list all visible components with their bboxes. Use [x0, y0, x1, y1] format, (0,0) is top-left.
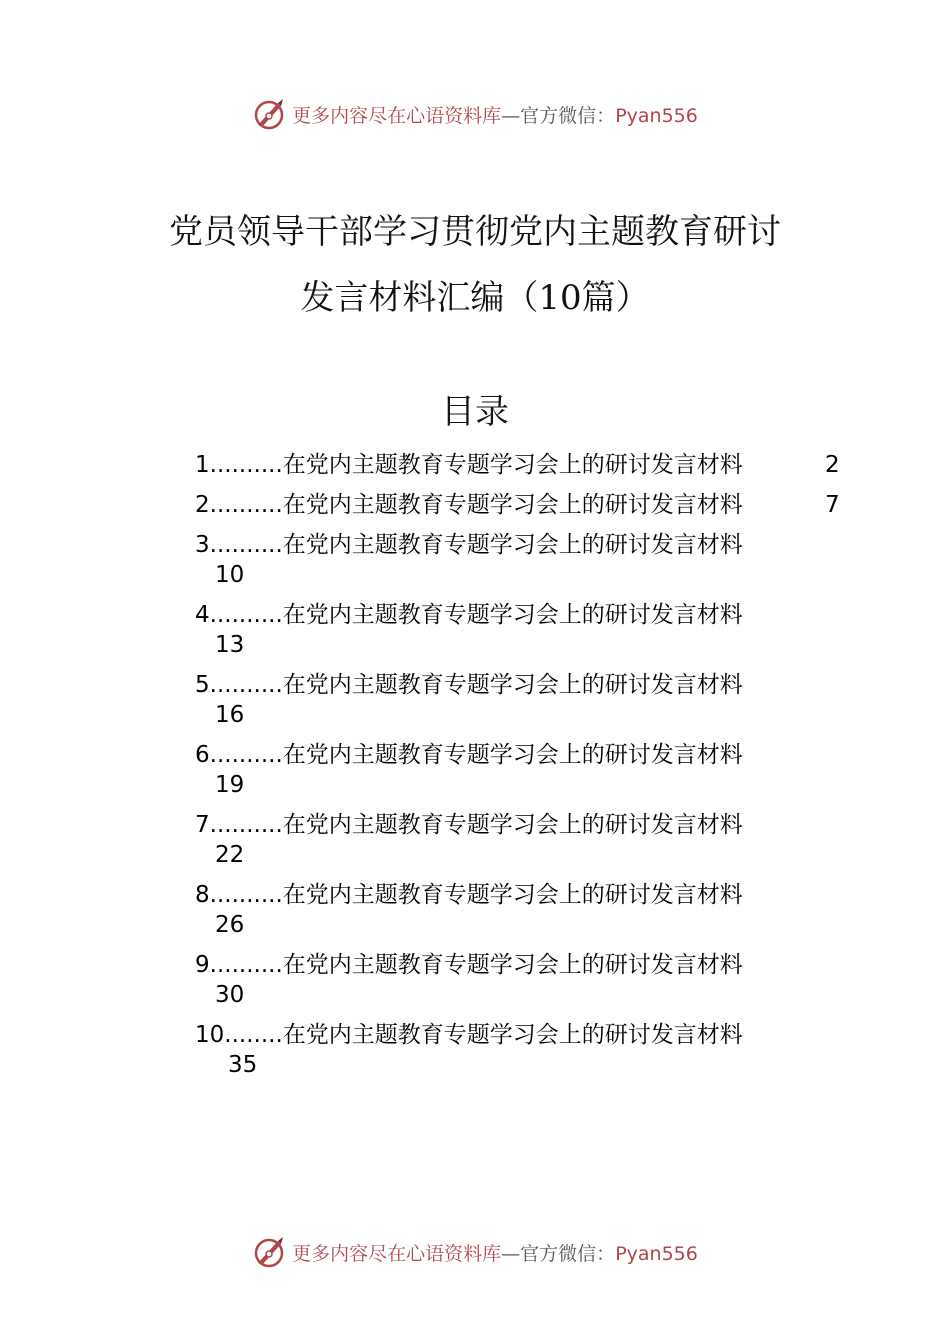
- toc-entry-title: 在党内主题教育专题学习会上的研讨发言材料: [282, 882, 743, 908]
- toc-entry-number: 2: [195, 492, 210, 518]
- toc-entry-page: 22: [215, 842, 245, 868]
- toc-entry-title: 在党内主题教育专题学习会上的研讨发言材料: [282, 812, 743, 838]
- toc-entry[interactable]: [195, 670, 855, 740]
- banner-account: Pyan556: [615, 1242, 698, 1265]
- toc-entry-leader: ..........: [209, 812, 283, 838]
- banner-account: Pyan556: [615, 104, 698, 127]
- banner-wechat-label: 官方微信：: [520, 104, 616, 127]
- toc-entry[interactable]: [195, 600, 855, 670]
- toc-entry-number: 8: [195, 882, 210, 908]
- toc-entry-page: 19: [215, 772, 245, 798]
- toc-entry-leader: ..........: [209, 952, 283, 978]
- footer-banner: [0, 1232, 950, 1272]
- toc-entry-title: 在党内主题教育专题学习会上的研讨发言材料: [282, 742, 743, 768]
- toc-entry-number: 9: [195, 952, 210, 978]
- toc-entry-page: 2: [825, 452, 840, 478]
- toc-entry-page: 13: [215, 632, 245, 658]
- toc-entry-title: 在党内主题教育专题学习会上的研讨发言材料: [282, 952, 743, 978]
- toc-entry-title: 在党内主题教育专题学习会上的研讨发言材料: [282, 672, 743, 698]
- banner-dash: —: [501, 104, 521, 127]
- banner-text: [292, 101, 698, 128]
- toc-entry-title: 在党内主题教育专题学习会上的研讨发言材料: [282, 1022, 743, 1048]
- toc-entry[interactable]: [195, 810, 855, 880]
- toc-entry-title: 在党内主题教育专题学习会上的研讨发言材料: [282, 492, 743, 518]
- banner-slogan: 更多内容尽在心语资料库: [292, 104, 502, 127]
- toc-heading: 目录: [441, 392, 509, 432]
- toc-entry-number: 1: [195, 452, 210, 478]
- table-of-contents: [195, 450, 855, 1090]
- banner-dash: —: [501, 1242, 521, 1265]
- toc-entry-leader: ........: [224, 1022, 283, 1048]
- document-title-line-2: 发言材料汇编（10篇）: [300, 278, 650, 318]
- toc-entry[interactable]: [195, 880, 855, 950]
- toc-entry[interactable]: [195, 740, 855, 810]
- toc-entry-number: 10: [195, 1022, 225, 1048]
- toc-entry-leader: ..........: [209, 532, 283, 558]
- toc-entry-page: 35: [228, 1052, 258, 1078]
- header-banner: [0, 94, 950, 134]
- toc-entry[interactable]: [195, 1020, 855, 1090]
- toc-entry-leader: ..........: [209, 882, 283, 908]
- toc-entry-leader: ..........: [209, 452, 283, 478]
- banner-slogan: 更多内容尽在心语资料库: [292, 1242, 502, 1265]
- toc-entry-leader: ..........: [209, 672, 283, 698]
- toc-entry-leader: ..........: [209, 742, 283, 768]
- toc-entry-number: 5: [195, 672, 210, 698]
- toc-entry-leader: ..........: [209, 492, 283, 518]
- toc-entry-title: 在党内主题教育专题学习会上的研讨发言材料: [282, 452, 743, 478]
- toc-entry-number: 6: [195, 742, 210, 768]
- toc-entry-title: 在党内主题教育专题学习会上的研讨发言材料: [282, 602, 743, 628]
- toc-entry-page: 7: [825, 492, 840, 518]
- banner-wechat-label: 官方微信：: [520, 1242, 616, 1265]
- toc-entry-leader: ..........: [209, 602, 283, 628]
- toc-entry-number: 4: [195, 602, 210, 628]
- toc-entry-number: 3: [195, 532, 210, 558]
- quill-pen-logo-icon: [252, 1235, 286, 1269]
- toc-entry[interactable]: [195, 950, 855, 1020]
- toc-entry[interactable]: [195, 450, 855, 490]
- toc-entry-title: 在党内主题教育专题学习会上的研讨发言材料: [282, 532, 743, 558]
- toc-entry[interactable]: [195, 490, 855, 530]
- toc-entry-page: 10: [215, 562, 245, 588]
- document-title-line-1: 党员领导干部学习贯彻党内主题教育研讨: [169, 212, 781, 252]
- toc-entry[interactable]: [195, 530, 855, 600]
- toc-entry-number: 7: [195, 812, 210, 838]
- toc-entry-page: 26: [215, 912, 245, 938]
- toc-entry-page: 16: [215, 702, 245, 728]
- banner-text: [292, 1239, 698, 1266]
- quill-pen-logo-icon: [252, 97, 286, 131]
- toc-entry-page: 30: [215, 982, 245, 1008]
